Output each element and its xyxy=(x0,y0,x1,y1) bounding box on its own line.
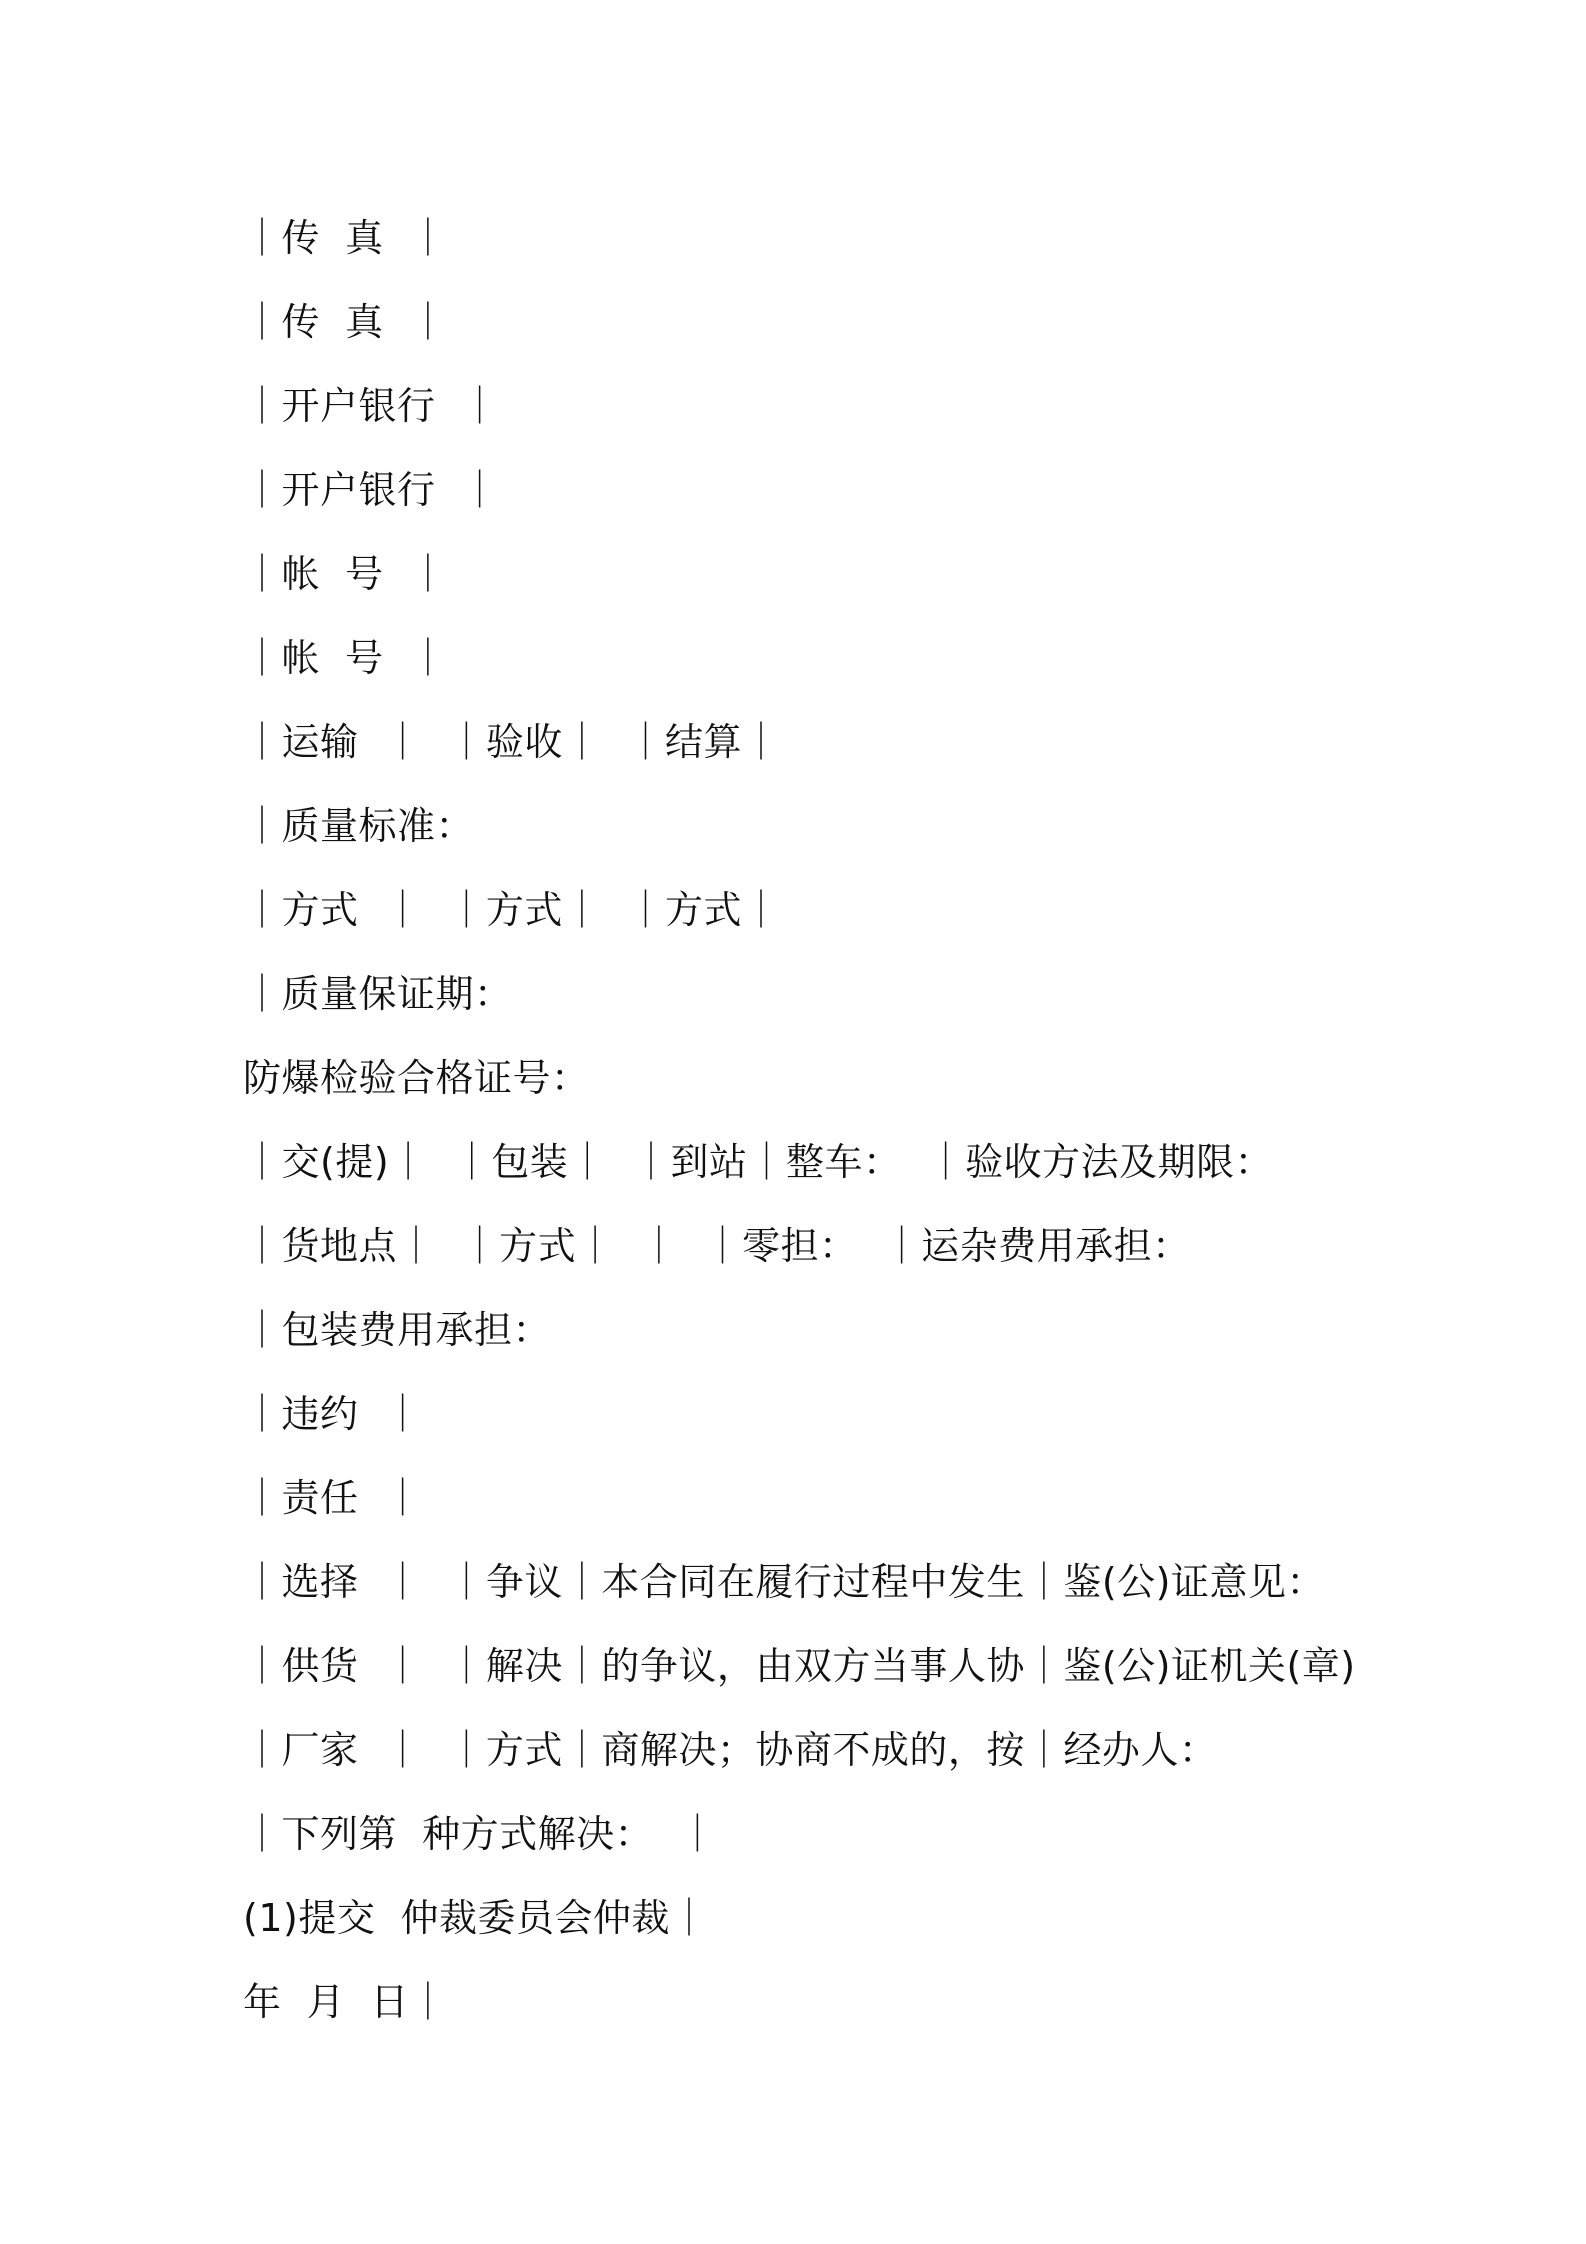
method-line: ｜方式 ｜ ｜方式｜ ｜方式｜ xyxy=(243,888,781,932)
transport-acceptance-settlement-line: ｜运输 ｜ ｜验收｜ ｜结算｜ xyxy=(243,720,781,764)
liability-line: ｜责任 ｜ xyxy=(243,1476,423,1520)
bank-line: ｜开户银行 ｜ xyxy=(243,468,500,512)
account-line: ｜帐 号 ｜ xyxy=(243,552,448,596)
account-line: ｜帐 号 ｜ xyxy=(243,636,448,680)
warranty-period-line: ｜质量保证期： xyxy=(243,972,513,1016)
breach-line: ｜违约 ｜ xyxy=(243,1392,423,1436)
delivery-line: ｜交(提)｜ ｜包装｜ ｜到站｜整车： ｜验收方法及期限： xyxy=(243,1140,1274,1184)
bank-line: ｜开户银行 ｜ xyxy=(243,384,500,428)
fax-line: ｜传 真 ｜ xyxy=(243,216,448,260)
dispute-line: ｜供货 ｜ ｜解决｜的争议，由双方当事人协｜鉴(公)证机关(章) xyxy=(243,1644,1356,1688)
delivery-location-line: ｜货地点｜ ｜方式｜ ｜ ｜零担： ｜运杂费用承担： xyxy=(243,1224,1191,1268)
date-line: 年 月 日｜ xyxy=(243,1980,448,2024)
dispute-method-line: ｜下列第 种方式解决： ｜ xyxy=(243,1812,717,1856)
fax-line: ｜传 真 ｜ xyxy=(243,300,448,344)
contract-form-lines xyxy=(243,196,1356,2044)
arbitration-line: (1)提交 仲裁委员会仲裁｜ xyxy=(243,1896,709,1940)
dispute-line: ｜厂家 ｜ ｜方式｜商解决；协商不成的，按｜经办人： xyxy=(243,1728,1218,1772)
packaging-cost-line: ｜包装费用承担： xyxy=(243,1308,552,1352)
quality-standard-line: ｜质量标准： xyxy=(243,804,475,848)
dispute-line: ｜选择 ｜ ｜争议｜本合同在履行过程中发生｜鉴(公)证意见： xyxy=(243,1560,1325,1604)
explosion-proof-certificate-line: 防爆检验合格证号： xyxy=(243,1056,590,1100)
